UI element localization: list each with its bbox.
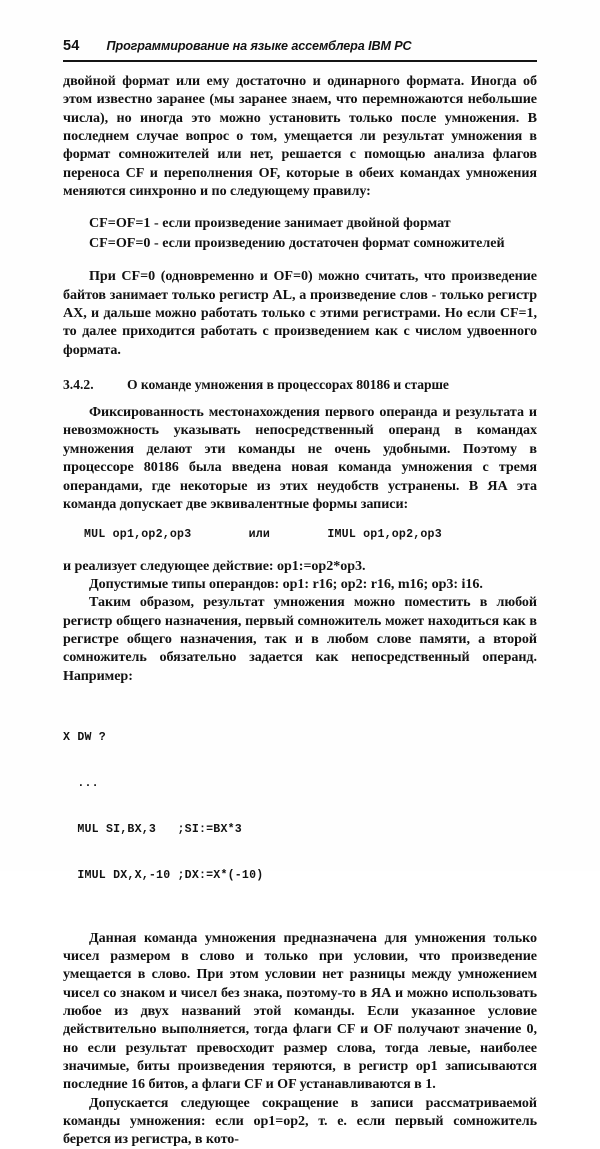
spacer <box>63 253 537 267</box>
section-heading <box>63 377 537 393</box>
paragraph-4: и реализует следующее действие: op1:=op2*op3. <box>63 557 366 574</box>
code-command-forms: MUL op1,op2,op3 или IMUL op1,op2,op3 <box>84 528 442 542</box>
section-title: О команде умножения в процессорах 80186 и старше <box>127 377 449 393</box>
paragraph-7: Данная команда умножения предназначена для умножения только чисел размером в слово и только при условии, что произведение умещается в слово. При этом условии нет разницы между умножением чисел со знаком и чисел без знака, поэтому-то в ЯА и можно использовать любое из двух названий этой команды. Если указанное условие действительно выполняется, тогда флаги CF и OF получают значение 0, но если результат превосходит размер слова, тогда левые, наиболее значимые, биты произведения теряются, в регистр op1 записываются последние 16 битов, а флаги CF и OF устанавливаются в 1. <box>63 929 537 1093</box>
spacer <box>63 685 537 699</box>
flag-rules-block <box>89 214 537 253</box>
header-rule <box>63 60 537 62</box>
paragraph-6: Таким образом, результат умножения можно поместить в любой регистр общего назначения, первый сомножитель может находиться как в регистре общего назначения, так и в любом слове памяти, а второй сомножитель обязательно задается как непосредственный операнд. Например: <box>63 594 537 684</box>
running-head <box>63 38 537 54</box>
spacer <box>63 200 537 214</box>
flag-rule-1: CF=OF=1 - если произведение занимает двойной формат <box>89 215 451 232</box>
flag-rule-2: CF=OF=0 - если произведению достаточен формат сомножителей <box>89 234 505 251</box>
running-head-title: Программирование на языке ассемблера IBM PC <box>106 39 412 53</box>
paragraph-3: Фиксированность местонахождения первого операнда и результата и невозможность указывать непосредственный операнд в командах умножения делают эти команды не очень удобными. Поэтому в процессоре 80186 была введена новая команда умножения с тремя операндами, где некоторые из этих неудобств устранены. В ЯА эта команда допускает две эквивалентные формы записи: <box>63 404 537 512</box>
paragraph-5: Допустимые типы операндов: op1: r16; op2: r16, m16; op3: i16. <box>89 575 483 592</box>
spacer <box>63 393 537 403</box>
spacer <box>63 513 537 527</box>
paragraph-8: Допускается следующее сокращение в записи рассматриваемой команды умножения: если op1=op2, т. е. если первый сомножитель берется из регистра, в кото- <box>63 1094 537 1148</box>
paragraph-1: двойной формат или ему достаточно и одинарного формата. Иногда об этом известно заранее (мы заранее знаем, что перемножаются небольшие числа), но иногда это можно установить только после умножения. В последнем случае вопрос о том, умещается ли результат умножения в формат сомножителей или нет, решается с помощью анализа флагов переноса CF и переполнения OF, которые в обеих командах умножения меняются синхронно и по следующему правилу: <box>63 73 537 200</box>
code-line-4: IMUL DX,X,-10 ;DX:=X*(-10) <box>63 869 264 883</box>
paragraph-2: При CF=0 (одновременно и OF=0) можно считать, что произведение байтов занимает только регистр AL, а произведение слов - только регистр AX, и дальше можно работать только с этими регистрами. Но если CF=1, то далее приходится работать с произведением как с числом удвоенного формата. <box>63 268 537 358</box>
page-number: 54 <box>63 38 80 54</box>
code-line-2: ... <box>63 777 99 791</box>
spacer <box>63 543 537 557</box>
spacer <box>63 359 537 377</box>
section-number: 3.4.2. <box>63 377 94 393</box>
code-line-3: MUL SI,BX,3 ;SI:=BX*3 <box>63 823 242 837</box>
code-line-1: X DW ? <box>63 730 106 744</box>
text-column <box>63 72 537 1149</box>
code-example-block <box>63 699 537 915</box>
spacer <box>63 915 537 929</box>
